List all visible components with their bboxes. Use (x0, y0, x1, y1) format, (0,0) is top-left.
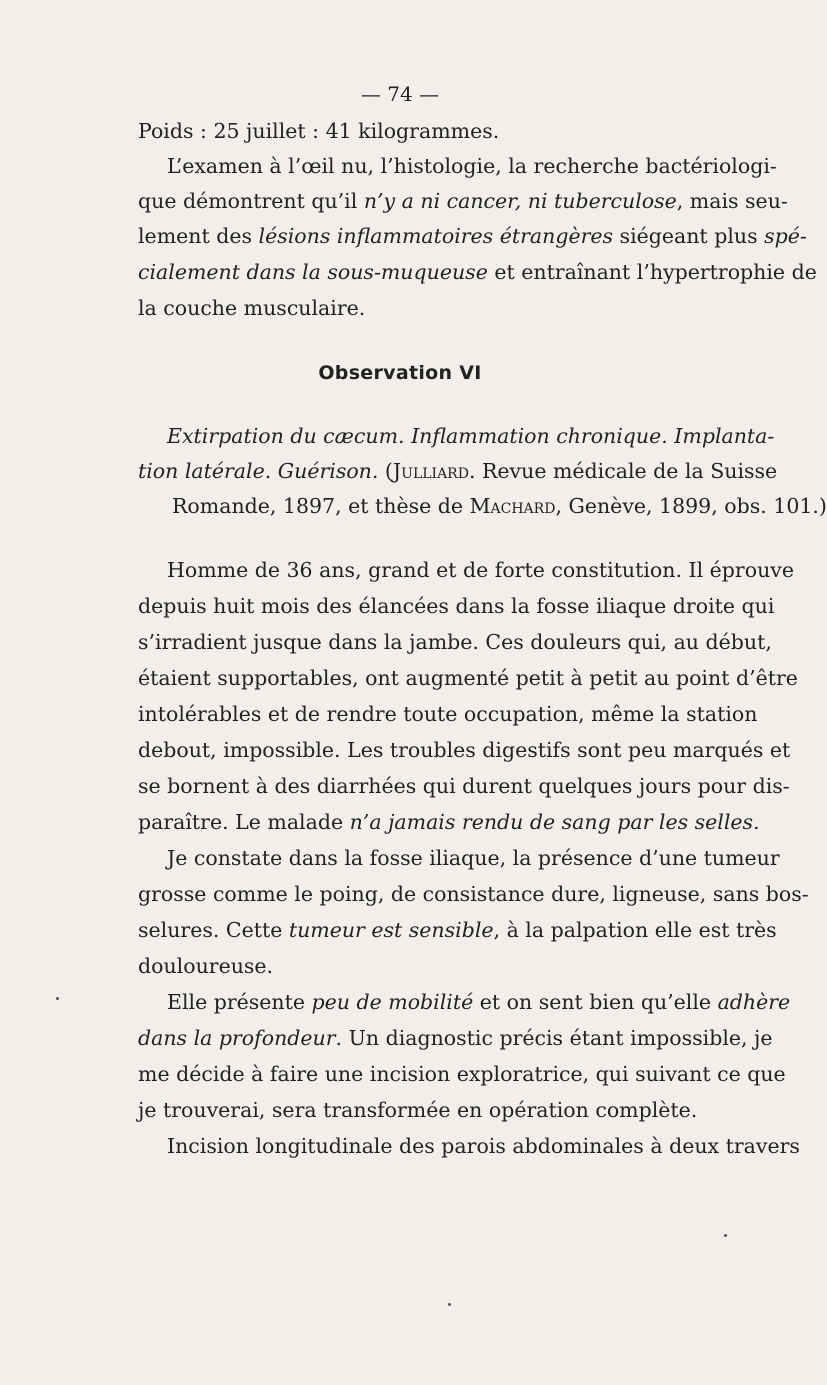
paragraph-line: dans la profondeur. Un diagnostic précis étant impossible, je (138, 1026, 773, 1050)
paragraph-line: Elle présente peu de mobilité et on sent bien qu’elle adhère (167, 990, 791, 1014)
paragraph-line: Je constate dans la fosse iliaque, la présence d’une tumeur (167, 846, 780, 870)
paragraph-line: douloureuse. (138, 954, 274, 978)
paragraph-line: s’irradient jusque dans la jambe. Ces douleurs qui, au début, (138, 630, 772, 654)
observation-subtitle-line: Extirpation du cæcum. Inflammation chronique. Implanta- (167, 424, 775, 448)
paragraph-line: grosse comme le poing, de consistance dure, ligneuse, sans bos- (138, 882, 809, 906)
paragraph-line: Homme de 36 ans, grand et de forte constitution. Il éprouve (167, 558, 794, 582)
paragraph-line: intolérables et de rendre toute occupation, même la station (138, 702, 758, 726)
page-number: — 74 — (360, 82, 440, 106)
weight-line: Poids : 25 juillet : 41 kilogrammes. (138, 119, 500, 143)
paragraph-line: la couche musculaire. (138, 296, 366, 320)
observation-heading: Observation VI (318, 362, 482, 384)
paragraph-line: je trouverai, sera transformée en opération complète. (138, 1098, 698, 1122)
paper-speck (56, 997, 59, 1000)
paragraph-line: se bornent à des diarrhées qui durent quelques jours pour dis- (138, 774, 790, 798)
paragraph-line: cialement dans la sous-muqueuse et entraînant l’hypertrophie de (138, 260, 817, 284)
paragraph-line: paraître. Le malade n’a jamais rendu de sang par les selles. (138, 810, 760, 834)
observation-subtitle-line: Romande, 1897, et thèse de Machard, Genève, 1899, obs. 101.) (172, 494, 827, 518)
paragraph-line: Incision longitudinale des parois abdominales à deux travers (167, 1134, 800, 1158)
paper-speck (724, 1234, 727, 1237)
paper-speck (448, 1303, 451, 1306)
paragraph-line: selures. Cette tumeur est sensible, à la palpation elle est très (138, 918, 777, 942)
paragraph-line: debout, impossible. Les troubles digestifs sont peu marqués et (138, 738, 791, 762)
paragraph-line: lement des lésions inflammatoires étrangères siégeant plus spé- (138, 224, 807, 248)
paragraph-line: étaient supportables, ont augmenté petit à petit au point d’être (138, 666, 798, 690)
observation-subtitle-line: tion latérale. Guérison. (Julliard. Revue médicale de la Suisse (138, 459, 778, 483)
paragraph-line: depuis huit mois des élancées dans la fosse iliaque droite qui (138, 594, 775, 618)
paragraph-line: me décide à faire une incision exploratrice, qui suivant ce que (138, 1062, 786, 1086)
paragraph-line: que démontrent qu’il n’y a ni cancer, ni tuberculose, mais seu- (138, 189, 788, 213)
paragraph-line: L’examen à l’œil nu, l’histologie, la recherche bactériologi- (167, 154, 777, 178)
